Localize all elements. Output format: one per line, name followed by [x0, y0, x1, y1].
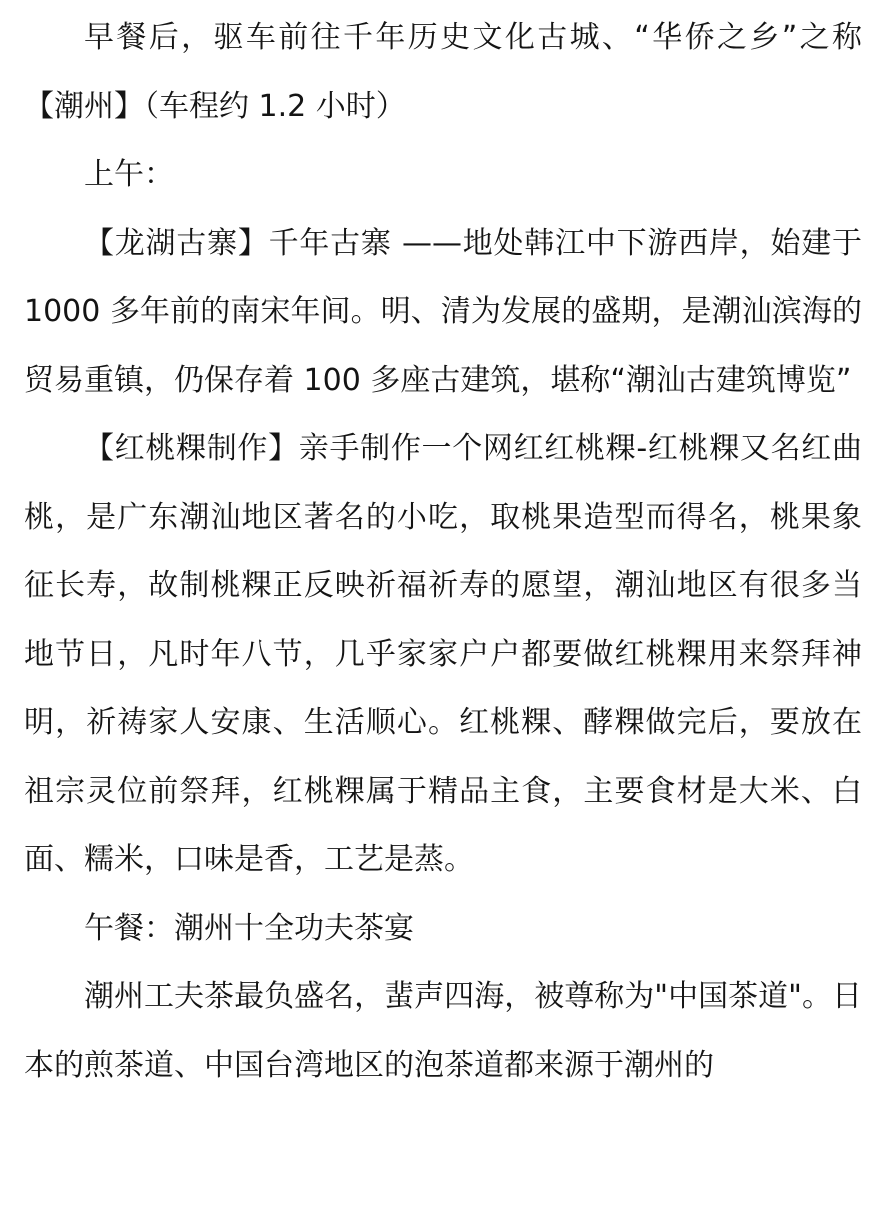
paragraph-red-peach-cake: 【红桃粿制作】亲手制作一个网红红桃粿-红桃粿又名红曲桃，是广东潮汕地区著名的小吃，取桃果造型而得名，桃果象征长寿，故制桃粿正反映祈福祈寿的愿望，潮汕地区有很多当地节日，凡时年八节，几乎家家户户都要做红桃粿用来祭拜神明，祈祷家人安康、生活顺心。红桃粿、酵粿做完后，要放在祖宗灵位前祭拜，红桃粿属于精品主食，主要食材是大米、白面、糯米，口味是香，工艺是蒸。: [24, 431, 862, 877]
paragraph-longhu-village: 【龙湖古寨】千年古寨 ——地处韩江中下游西岸，始建于 1000 多年前的南宋年间。明、清为发展的盛期，是潮汕滨海的贸易重镇，仍保存着 100 多座古建筑，堪称“潮汕古建筑博览”: [24, 225, 862, 398]
paragraph-lunch: 午餐：潮州十全功夫茶宴: [84, 910, 414, 946]
paragraph-gongfu-tea: 潮州工夫茶最负盛名，蜚声四海，被尊称为"中国茶道"。日本的煎茶道、中国台湾地区的泡茶道都来源于潮州的: [24, 979, 862, 1083]
paragraph-departure: 早餐后，驱车前往千年历史文化古城、“华侨之乡”之称【潮州】（车程约 1.2 小时）: [24, 20, 862, 124]
document-page: [24, 4, 862, 1100]
paragraph-morning-heading: 上午：: [84, 157, 174, 192]
